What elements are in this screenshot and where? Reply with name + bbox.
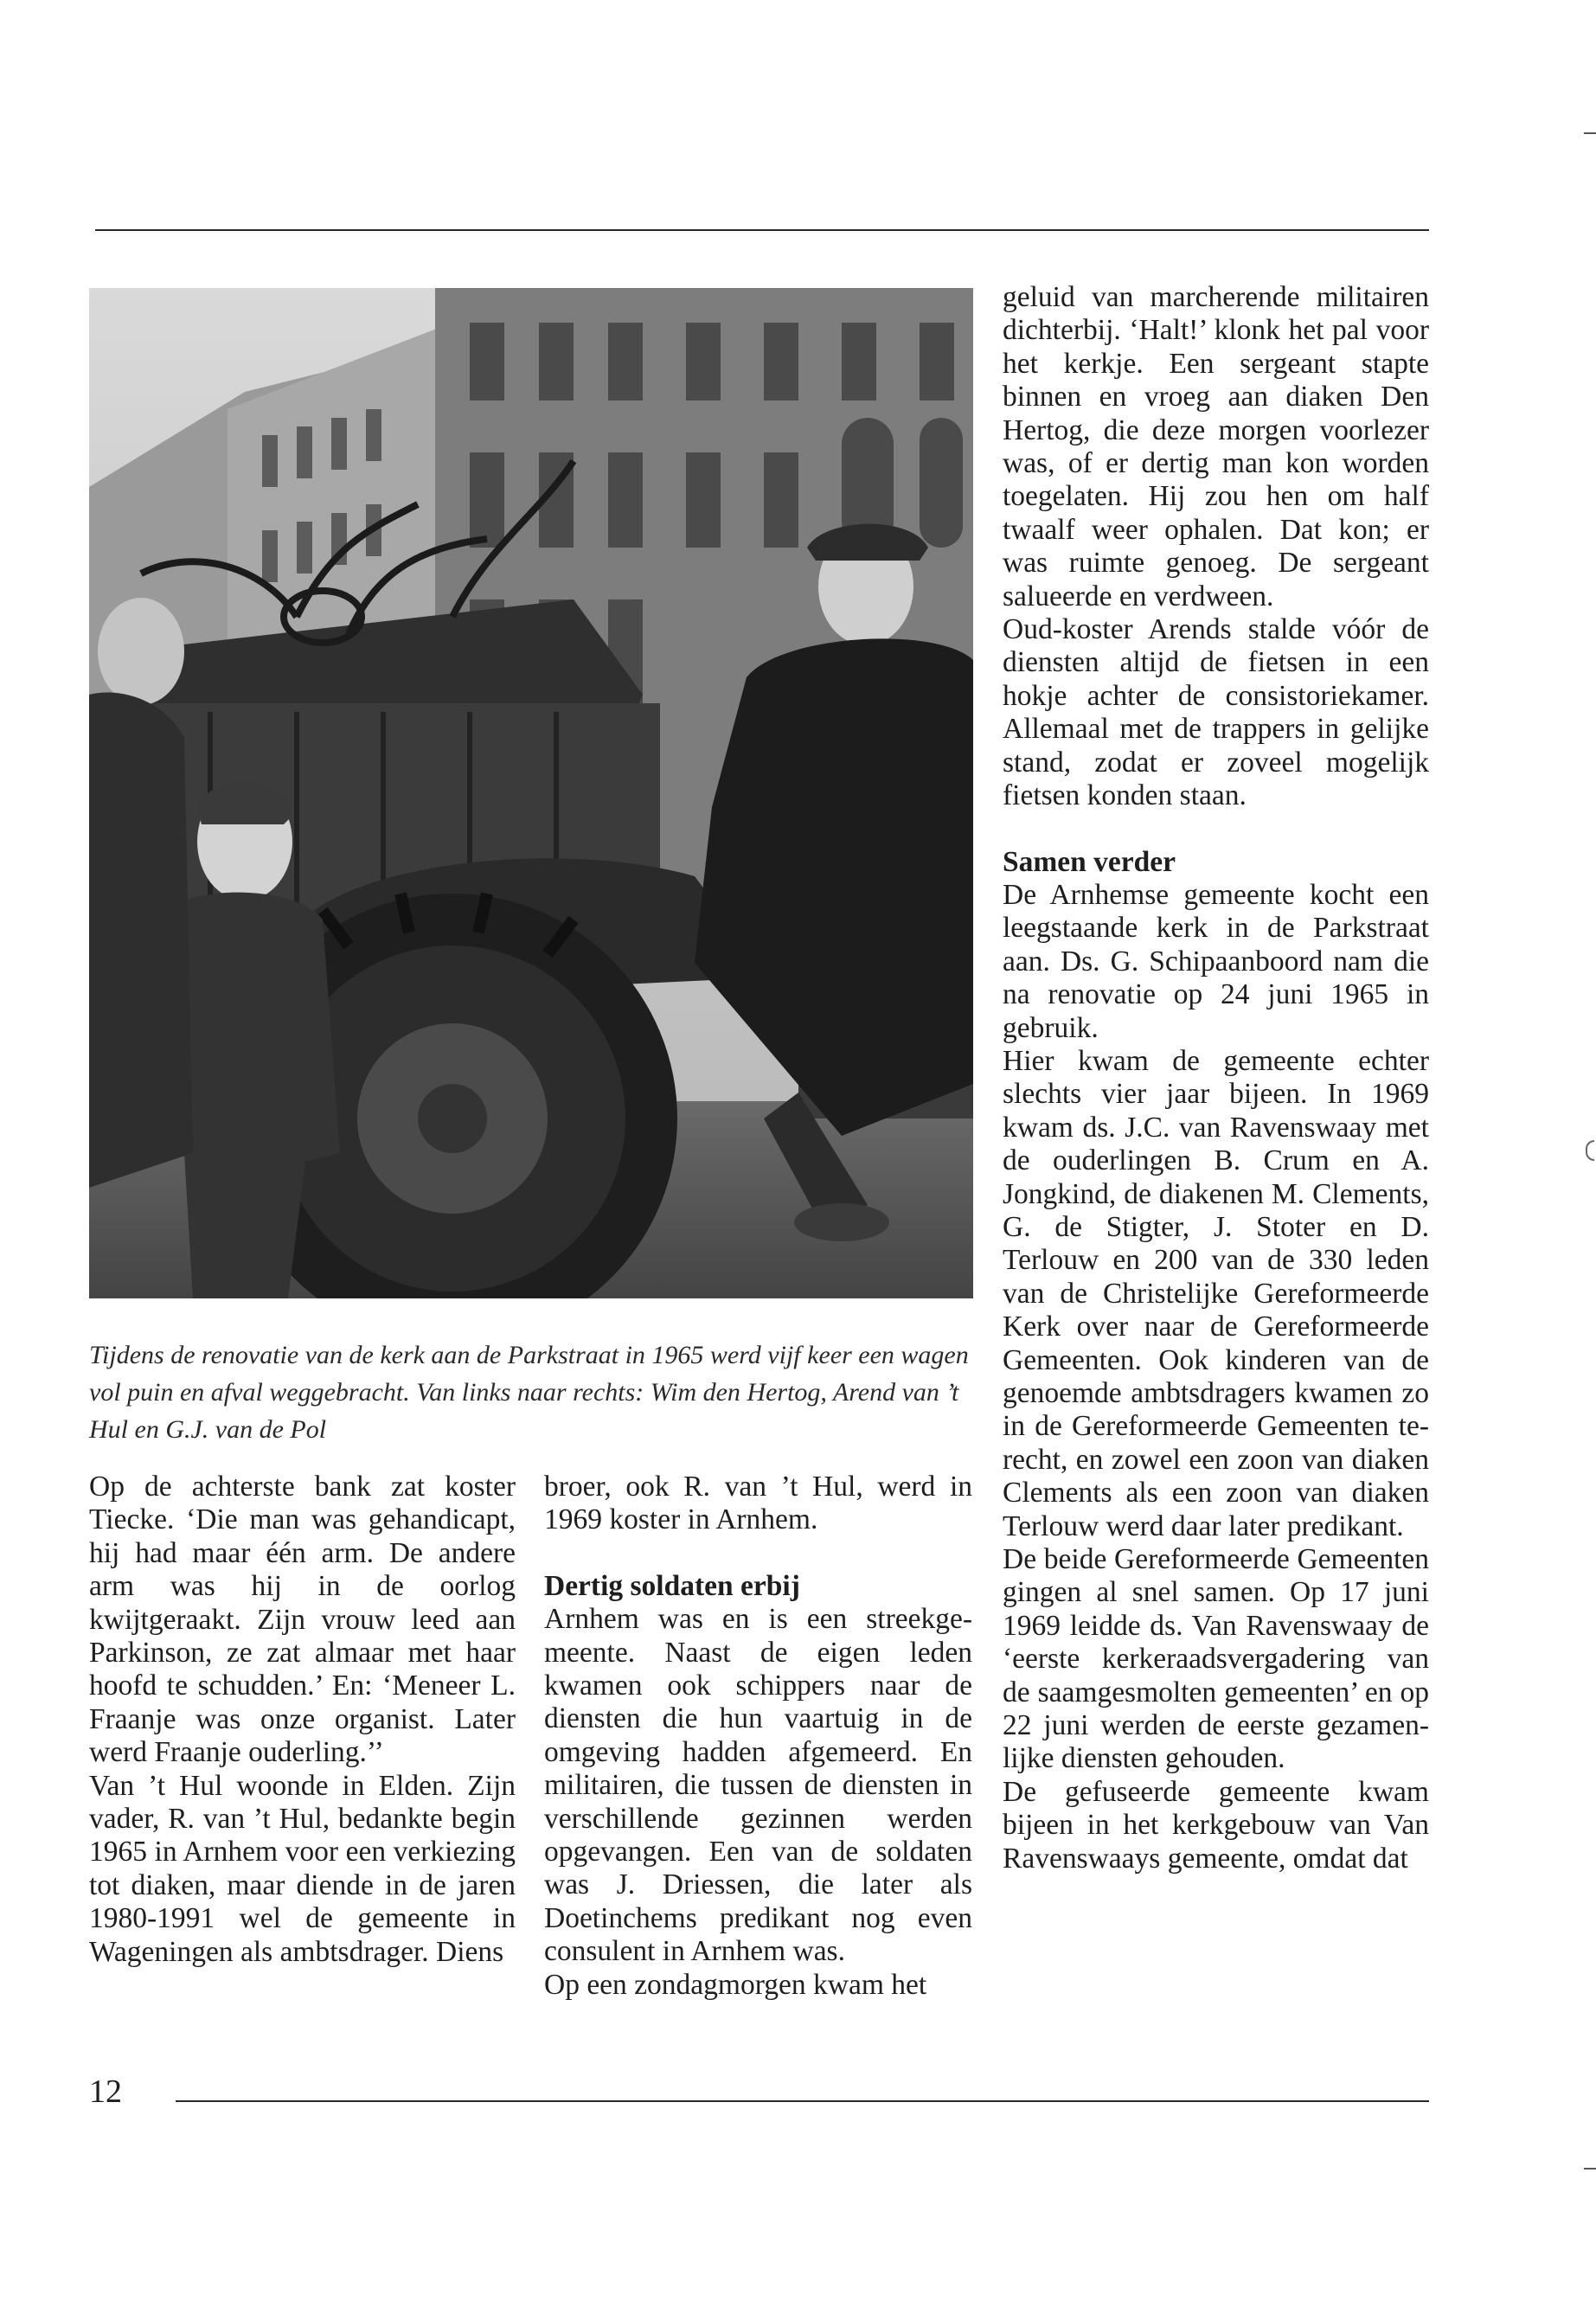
section-heading: Samen verder — [1003, 845, 1176, 878]
photograph-tractor — [89, 288, 973, 1298]
paragraph: Op de achterste bank zat koster Tiecke. ‘Die man was gehandicapt, hij had maar één arm. De andere arm was hij in de oorlog kwijtgeraakt. Zijn vrouw leed aan Parkinson, ze zat almaar met haar hoofd te schudden.’ En: ‘Meneer L. Fraanje was onze organist. Later werd Fraanje ouderling.’’ — [89, 1471, 516, 1769]
paragraph: Arnhem was en is een streekgemeente. Naast de eigen leden kwamen ook schippers naar de diensten die hun vaartuig in de omgeving hadden afgemeerd. En militairen, die tussen de diensten in verschillende gezinnen werden opgevangen. Een van de soldaten was J. Driessen, die later als Doetinchems predikant nog even consulent in Arnhem was. — [544, 1603, 972, 1968]
footer-rule — [176, 2100, 1429, 2102]
photo-icon — [89, 288, 973, 1298]
photo-caption: Tijdens de renovatie van de kerk aan de Parkstraat in 1965 werd vijf keer een wagen vol puin en afval weggebracht. Van links naar rechts: Wim den Hertog, Arend van ’t Hul en G.J. van de Pol — [89, 1341, 969, 1444]
text-column-3 — [1003, 281, 1429, 1875]
paragraph: De Arnhemse gemeente kocht een leegstaande kerk in de Parkstraat aan. Ds. G. Schipaanboord nam die na renovatie op 24 juni 1965 in gebruik. — [1003, 878, 1429, 1044]
text-column-1 — [89, 1471, 516, 1969]
paragraph: Oud-koster Arends stalde vóór de diensten altijd de fietsen in een hokje achter de consistoriekamer. Allemaal met de trappers in gelijke stand, zodat er zoveel mogelijk fietsen konden staan. — [1003, 613, 1429, 812]
paragraph: De beide Gereformeerde Gemeenten gingen al snel samen. Op 17 juni 1969 leidde ds. Van Ravenswaay de ‘eerste kerkeraadsvergadering van de saamgesmolten gemeenten’ en op 22 juni werden de eerste gezamenlijke diensten gehouden. — [1003, 1543, 1429, 1775]
header-rule — [95, 229, 1429, 231]
paragraph: Op een zondagmorgen kwam het — [544, 1968, 927, 2001]
paragraph: Hier kwam de gemeente echter slechts vier jaar bijeen. In 1969 kwam ds. J.C. van Ravenswaay met de ouderlingen B. Crum en A. Jongkind, de diakenen M. Clements, G. de Stigter, J. Stoter en D. Terlouw en 200 van de 330 leden van de Christelijke Gereformeerde Kerk over naar de Gereformeerde Gemeenten. Ook kinderen van de genoemde ambtsdragers kwamen zo in de Gereformeerde Gemeenten terecht, en zowel een zoon van diaken Clements als een zoon van diaken Terlouw werd daar later predikant. — [1003, 1044, 1429, 1542]
paragraph: broer, ook R. van ’t Hul, werd in 1969 koster in Arnhem. — [544, 1471, 972, 1536]
paragraph: Van ’t Hul woonde in Elden. Zijn vader, R. van ’t Hul, bedankte begin 1965 in Arnhem voor een verkiezing tot diaken, maar diende in de jaren 1980-1991 wel de gemeente in Wageningen als ambtsdrager. Diens — [89, 1769, 516, 1968]
paragraph: De gefuseerde gemeente kwam bijeen in het kerkgebouw van Van Ravenswaays gemeente, omdat dat — [1003, 1775, 1429, 1875]
crop-mark-bottom — [1584, 2168, 1596, 2170]
section-heading: Dertig soldaten erbij — [544, 1569, 800, 1602]
crop-mark-middle — [1586, 1140, 1594, 1161]
text-column-2 — [544, 1471, 972, 2002]
paragraph: geluid van marcherende militairen dichterbij. ‘Halt!’ klonk het pal voor het kerkje. Een sergeant stapte binnen en vroeg aan diaken Den Hertog, die deze morgen voorlezer was, of er dertig man kon worden toegelaten. Hij zou hen om half twaalf weer ophalen. Dat kon; er was ruimte genoeg. De sergeant salueerde en verdween. — [1003, 281, 1429, 612]
page-number: 12 — [89, 2073, 122, 2110]
crop-mark-top — [1584, 132, 1596, 134]
